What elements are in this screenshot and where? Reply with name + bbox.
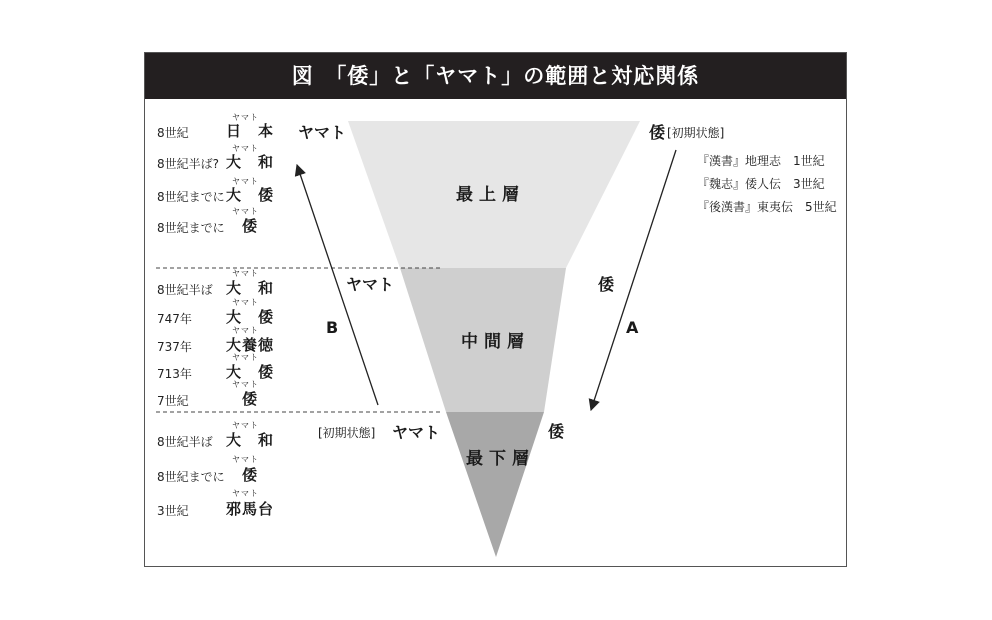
ruby-reading: ヤマト (232, 455, 259, 464)
name-label: 大 和 (226, 431, 275, 449)
era-label: 8世紀半ば (157, 435, 213, 449)
name-label: 大 和 (226, 153, 275, 171)
era-label: 737年 (157, 340, 192, 354)
name-label: 大 和 (226, 279, 275, 297)
era-label: 8世紀半ば? (157, 157, 220, 171)
yamato-label-top: ヤマト (298, 123, 347, 142)
ruby-reading: ヤマト (232, 380, 259, 389)
arrow-a-label: A (626, 318, 639, 337)
era-label: 8世紀までに (157, 470, 225, 484)
name-label: 大 倭 (226, 363, 275, 381)
era-label: 713年 (157, 367, 192, 381)
era-label: 8世紀 (157, 126, 189, 140)
ruby-reading: ヤマト (232, 326, 259, 335)
yamato-label-bottom: ヤマト (392, 423, 441, 442)
name-label: 倭 (242, 466, 259, 484)
era-label: 7世紀 (157, 394, 189, 408)
layer-bottom-shape (446, 412, 544, 557)
era-label: 8世紀までに (157, 190, 225, 204)
source-citation: 『後漢書』東夷伝 5世紀 (697, 200, 837, 214)
era-label: 3世紀 (157, 504, 189, 518)
initial-state-note-top: [初期状態] (667, 126, 725, 140)
diagram-title: 図 「倭」と「ヤマト」の範囲と対応関係 (291, 64, 700, 88)
arrow-b-label: B (326, 318, 339, 337)
ruby-reading: ヤマト (232, 207, 259, 216)
wa-label-middle: 倭 (598, 275, 615, 294)
ruby-reading: ヤマト (232, 177, 259, 186)
source-citation: 『魏志』倭人伝 3世紀 (697, 177, 825, 191)
ruby-reading: ヤマト (232, 269, 259, 278)
name-label: 日 本 (226, 122, 275, 140)
name-label: 大 倭 (226, 308, 275, 326)
layer-top-label: 最上層 (456, 185, 525, 205)
source-citation: 『漢書』地理志 1世紀 (697, 154, 825, 168)
yamato-label-middle: ヤマト (346, 275, 395, 294)
name-label: 邪馬台 (226, 500, 275, 518)
layer-middle-label: 中間層 (461, 332, 530, 352)
initial-state-note-bottom: [初期状態] (318, 426, 376, 440)
wa-label-bottom: 倭 (548, 422, 565, 441)
era-label: 8世紀までに (157, 221, 225, 235)
ruby-reading: ヤマト (232, 298, 259, 307)
name-label: 倭 (242, 217, 259, 235)
name-label: 大 倭 (226, 186, 275, 204)
era-label: 747年 (157, 312, 192, 326)
name-label: 大養徳 (226, 336, 275, 354)
layer-bottom-label: 最下層 (466, 449, 535, 469)
ruby-reading: ヤマト (232, 113, 259, 122)
ruby-reading: ヤマト (232, 144, 259, 153)
ruby-reading: ヤマト (232, 489, 259, 498)
ruby-reading: ヤマト (232, 353, 259, 362)
wa-label-top: 倭 (649, 123, 666, 142)
era-label: 8世紀半ば (157, 283, 213, 297)
ruby-reading: ヤマト (232, 421, 259, 430)
name-label: 倭 (242, 390, 259, 408)
